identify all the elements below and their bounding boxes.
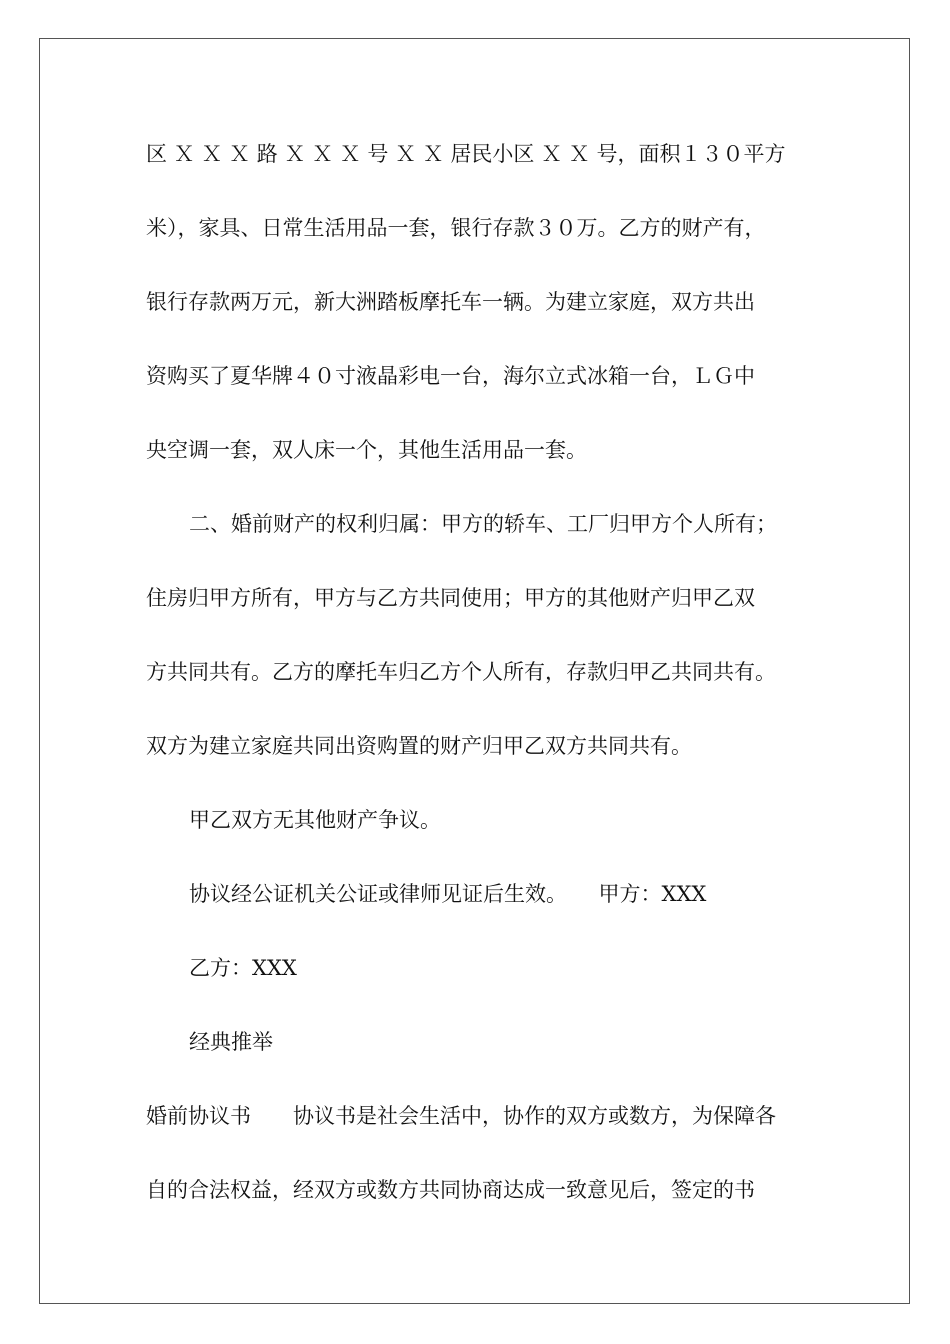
text-line: 乙方：XXX (189, 956, 297, 980)
text-line: 婚前协议书 协议书是社会生活中，协作的双方或数方，为保障各 (146, 1104, 776, 1128)
text-line: 银行存款两万元，新大洲踏板摩托车一辆。为建立家庭，双方共出 (146, 290, 755, 314)
text-line: 协议经公证机关公证或律师见证后生效。 甲方：XXX (189, 882, 707, 906)
text-line: 央空调一套，双人床一个，其他生活用品一套。 (146, 438, 587, 462)
text-line: 住房归甲方所有，甲方与乙方共同使用；甲方的其他财产归甲乙双 (146, 586, 755, 610)
text-line: 区 Ｘ Ｘ Ｘ 路 Ｘ Ｘ Ｘ 号 Ｘ Ｘ 居民小区 Ｘ Ｘ 号，面积１３０平方 (146, 142, 786, 166)
text-line: 方共同共有。乙方的摩托车归乙方个人所有，存款归甲乙共同共有。 (146, 660, 776, 684)
text-line: 双方为建立家庭共同出资购置的财产归甲乙双方共同共有。 (146, 734, 692, 758)
text-line: 自的合法权益，经双方或数方共同协商达成一致意见后，签定的书 (146, 1178, 755, 1202)
text-line: 资购买了夏华牌４０寸液晶彩电一台，海尔立式冰箱一台，ＬＧ中 (146, 364, 755, 388)
text-line: 二、婚前财产的权利归属：甲方的轿车、工厂归甲方个人所有； (189, 512, 777, 536)
text-line: 甲乙双方无其他财产争议。 (189, 808, 441, 832)
text-line: 米），家具、日常生活用品一套，银行存款３０万。乙方的财产有， (146, 216, 766, 240)
section-heading: 经典推举 (189, 1030, 273, 1054)
